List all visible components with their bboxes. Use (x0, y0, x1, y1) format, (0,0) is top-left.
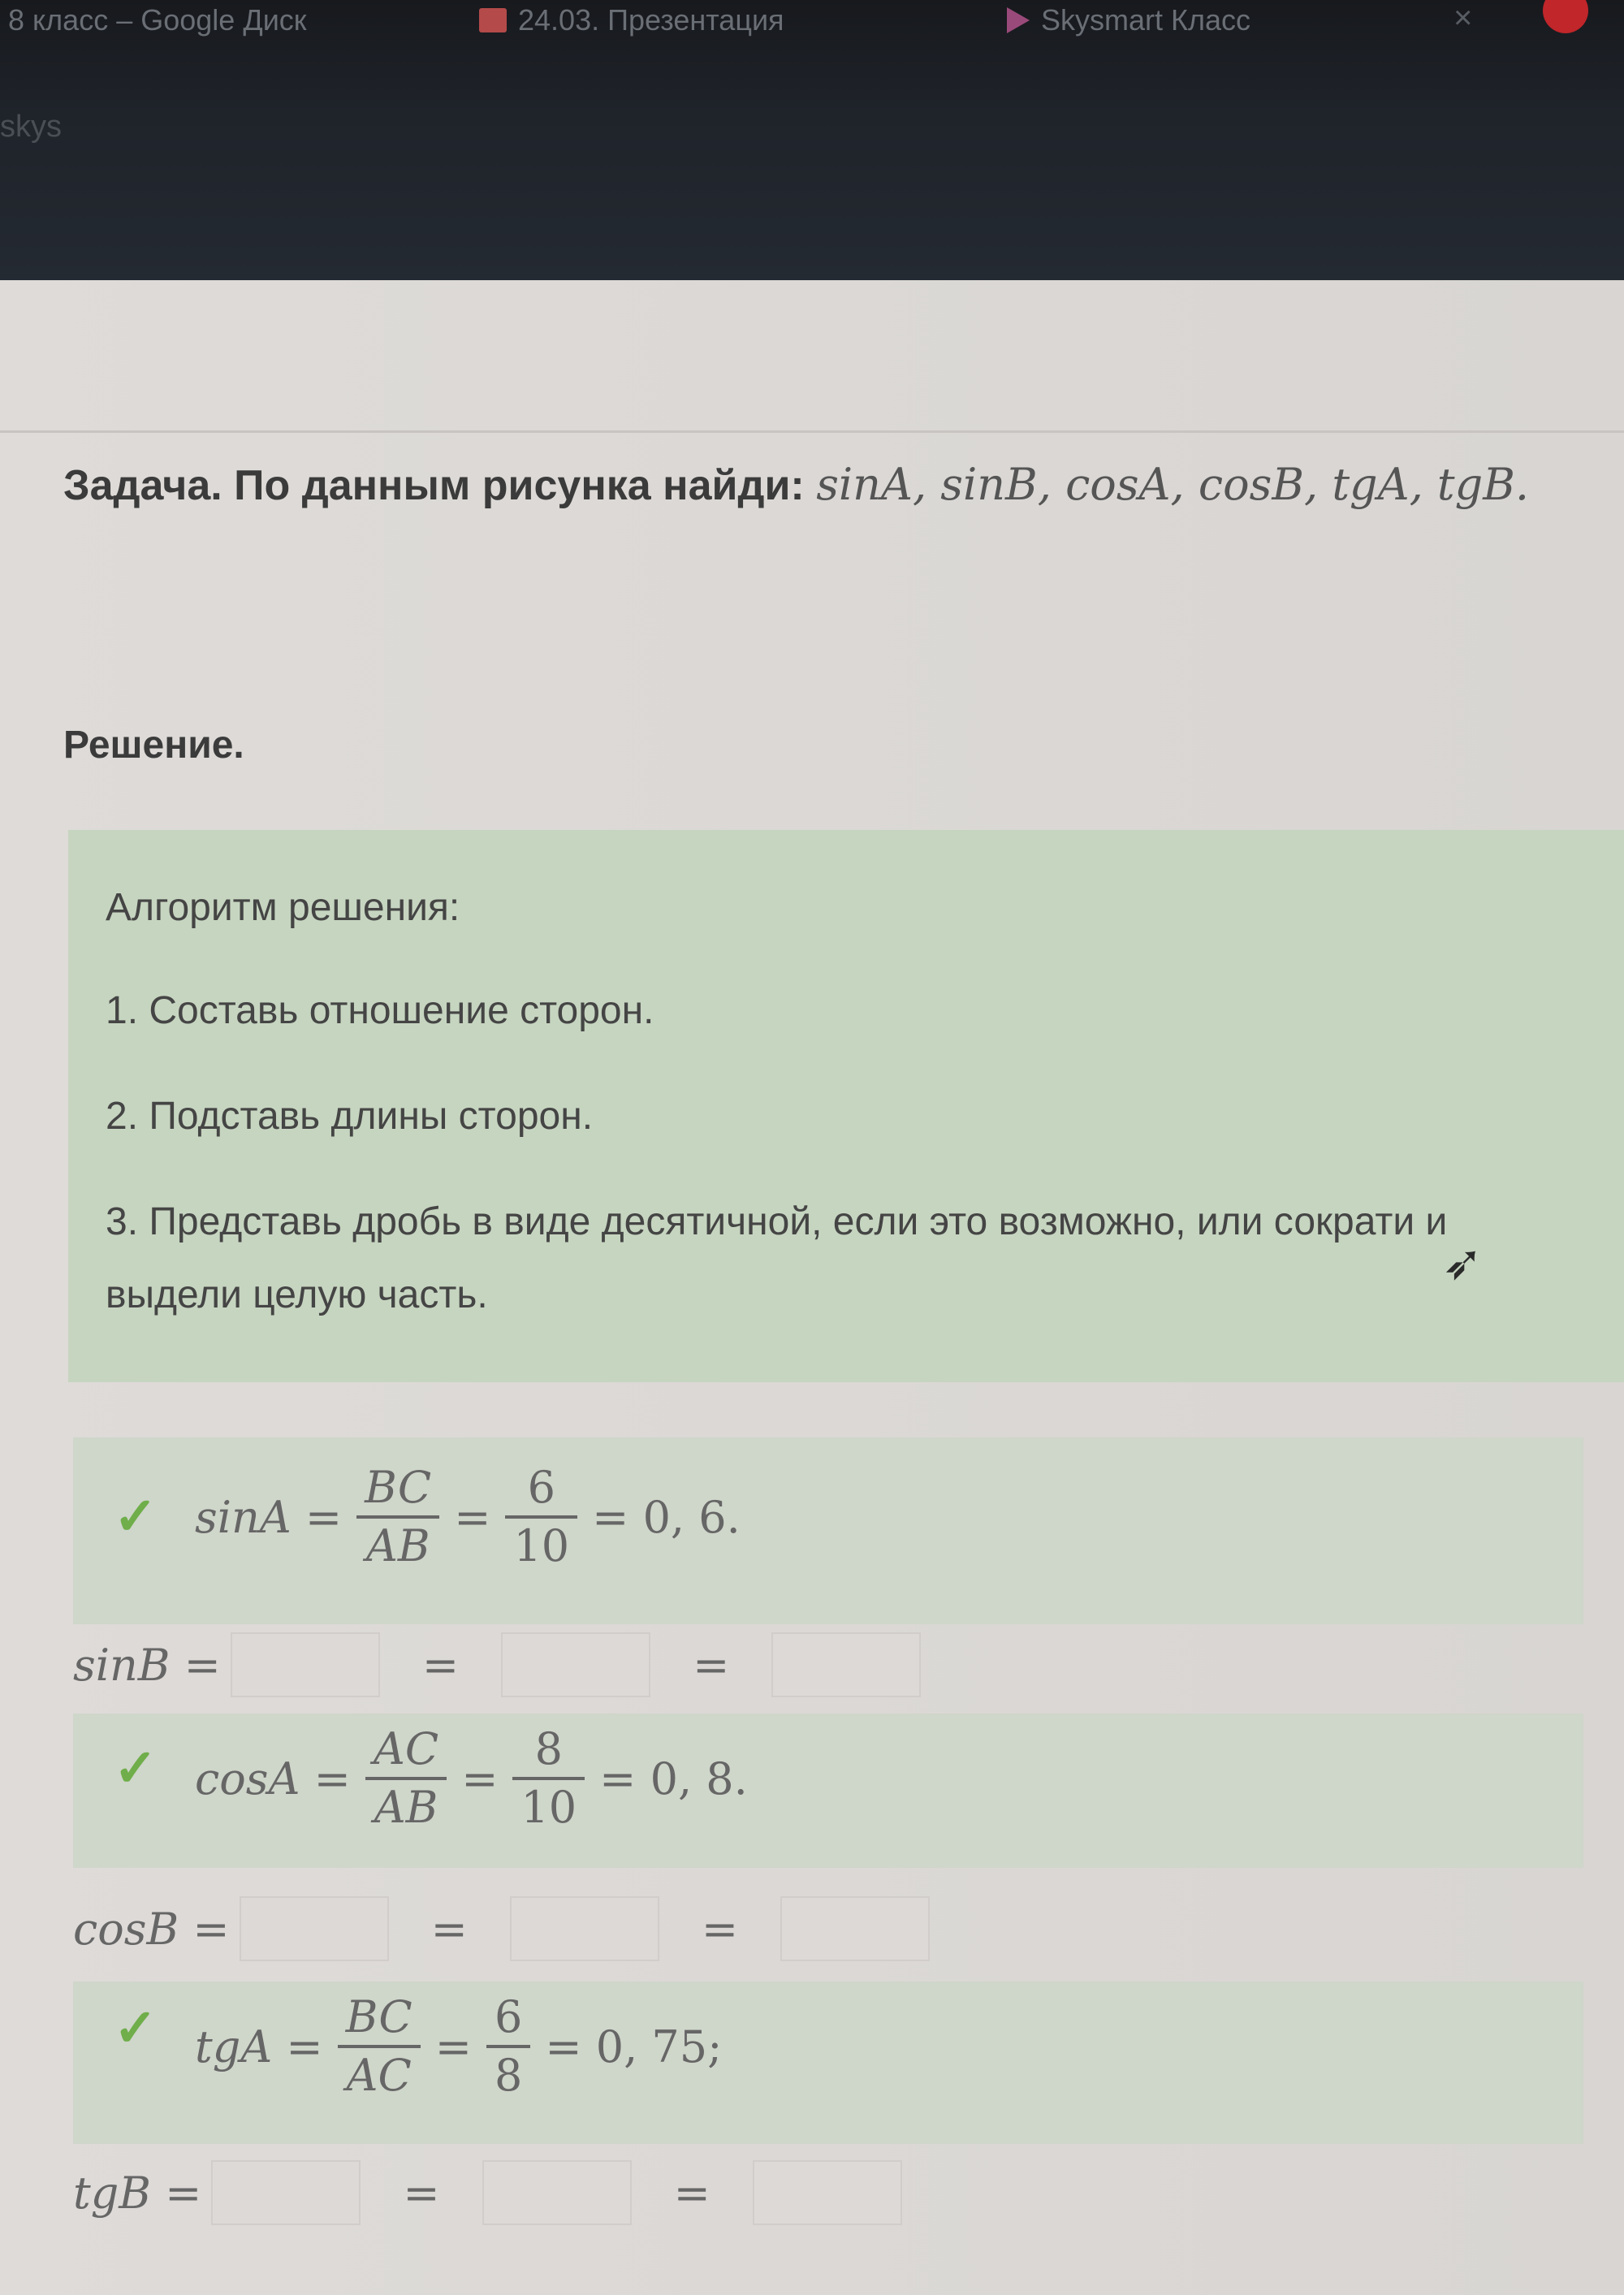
record-indicator-icon (1543, 0, 1588, 33)
fraction-numerator: BC (365, 1462, 432, 1513)
algorithm-step: выдели целую часть. (106, 1273, 488, 1316)
formula-lhs: tgB = (73, 2167, 202, 2219)
fraction (338, 1990, 421, 2103)
answer-input-fraction[interactable] (211, 2160, 361, 2225)
slides-icon (479, 8, 507, 32)
mouse-cursor-icon: ➶ (1442, 1235, 1484, 1290)
fraction (512, 1722, 585, 1835)
fraction-denominator: AB (374, 1782, 438, 1833)
algorithm-step: 1. Составь отношение сторон. (106, 989, 654, 1032)
skysmart-icon (1007, 7, 1030, 33)
header-divider (0, 430, 1624, 433)
answer-input-fraction[interactable] (240, 1896, 389, 1961)
answer-input-result[interactable] (780, 1896, 930, 1961)
formula-lhs: cosB = (73, 1903, 230, 1955)
fraction-numerator: 8 (534, 1723, 563, 1774)
answer-row-cosA (73, 1714, 1583, 1868)
answer-row-tgA (73, 1982, 1583, 2144)
algorithm-panel (68, 830, 1624, 1382)
fraction (356, 1460, 439, 1574)
algorithm-step: 2. Подставь длины сторон. (106, 1095, 594, 1138)
formula-tgA (195, 1990, 722, 2103)
equals-sign: = (673, 2167, 710, 2219)
formula-sinA (195, 1460, 741, 1574)
answer-input-numbers[interactable] (482, 2160, 632, 2225)
equals-sign: = (403, 2167, 440, 2219)
task-statement (63, 459, 1529, 510)
answer-row-cosB (73, 1896, 939, 1961)
browser-tab-drive[interactable] (8, 0, 307, 41)
tab-label: 8 класс – Google Диск (8, 3, 307, 37)
task-prefix: Задача. По данным рисунка найди: (63, 462, 805, 509)
answer-row-sinB (73, 1632, 931, 1697)
fraction-denominator: AB (365, 1520, 430, 1571)
checkmark-icon: ✓ (114, 1487, 158, 1545)
fraction-numerator: AC (373, 1723, 439, 1774)
fraction-denominator: 10 (520, 1782, 577, 1833)
answer-input-numbers[interactable] (501, 1632, 650, 1697)
close-tab-icon[interactable]: × (1453, 0, 1473, 36)
fraction-numerator: 6 (494, 1991, 523, 2042)
equals-sign: = (701, 1903, 739, 1955)
formula-lhs: tgA = (195, 2021, 323, 2072)
equals-sign: = (434, 2021, 472, 2072)
browser-top-bar (0, 0, 1624, 280)
fraction-denominator: AC (346, 2050, 412, 2101)
fraction-denominator: 10 (513, 1520, 570, 1571)
fraction (486, 1990, 530, 2103)
equals-sign: = (430, 1903, 468, 1955)
checkmark-icon: ✓ (114, 1999, 158, 2057)
task-math: sinA, sinB, cosA, cosB, tgA, tgB. (816, 459, 1530, 510)
formula-lhs: cosA = (195, 1753, 351, 1804)
answer-row-sinA (73, 1437, 1583, 1624)
formula-cosA (195, 1722, 748, 1835)
answer-input-fraction[interactable] (231, 1632, 380, 1697)
formula-result: = 0, 75; (545, 2021, 723, 2072)
fraction-denominator: 8 (494, 2050, 523, 2101)
tab-label: 24.03. Презентация (518, 3, 784, 37)
formula-lhs: sinB = (73, 1639, 221, 1691)
formula-result: = 0, 6. (592, 1491, 741, 1543)
browser-tab-presentation[interactable] (479, 0, 784, 41)
fraction-numerator: BC (345, 1991, 412, 2042)
formula-lhs: sinA = (195, 1491, 343, 1543)
equals-sign: = (421, 1639, 460, 1691)
address-bar[interactable]: skys (0, 110, 62, 144)
equals-sign: = (461, 1753, 499, 1804)
fraction-numerator: 6 (527, 1462, 555, 1513)
answer-row-tgB (73, 2160, 912, 2225)
answer-input-result[interactable] (771, 1632, 921, 1697)
tab-label: Skysmart Класс (1041, 3, 1251, 37)
browser-tab-skysmart[interactable] (1007, 0, 1250, 41)
fraction (505, 1460, 577, 1574)
fraction (365, 1722, 447, 1835)
solution-heading: Решение. (63, 724, 244, 767)
equals-sign: = (454, 1491, 491, 1543)
formula-result: = 0, 8. (599, 1753, 748, 1804)
algorithm-title: Алгоритм решения: (106, 886, 460, 929)
answer-input-numbers[interactable] (510, 1896, 659, 1961)
algorithm-step: 3. Представь дробь в виде десятичной, если это возможно, или сократи и (106, 1200, 1448, 1243)
answer-input-result[interactable] (753, 2160, 902, 2225)
equals-sign: = (693, 1639, 730, 1691)
checkmark-icon: ✓ (114, 1739, 158, 1797)
